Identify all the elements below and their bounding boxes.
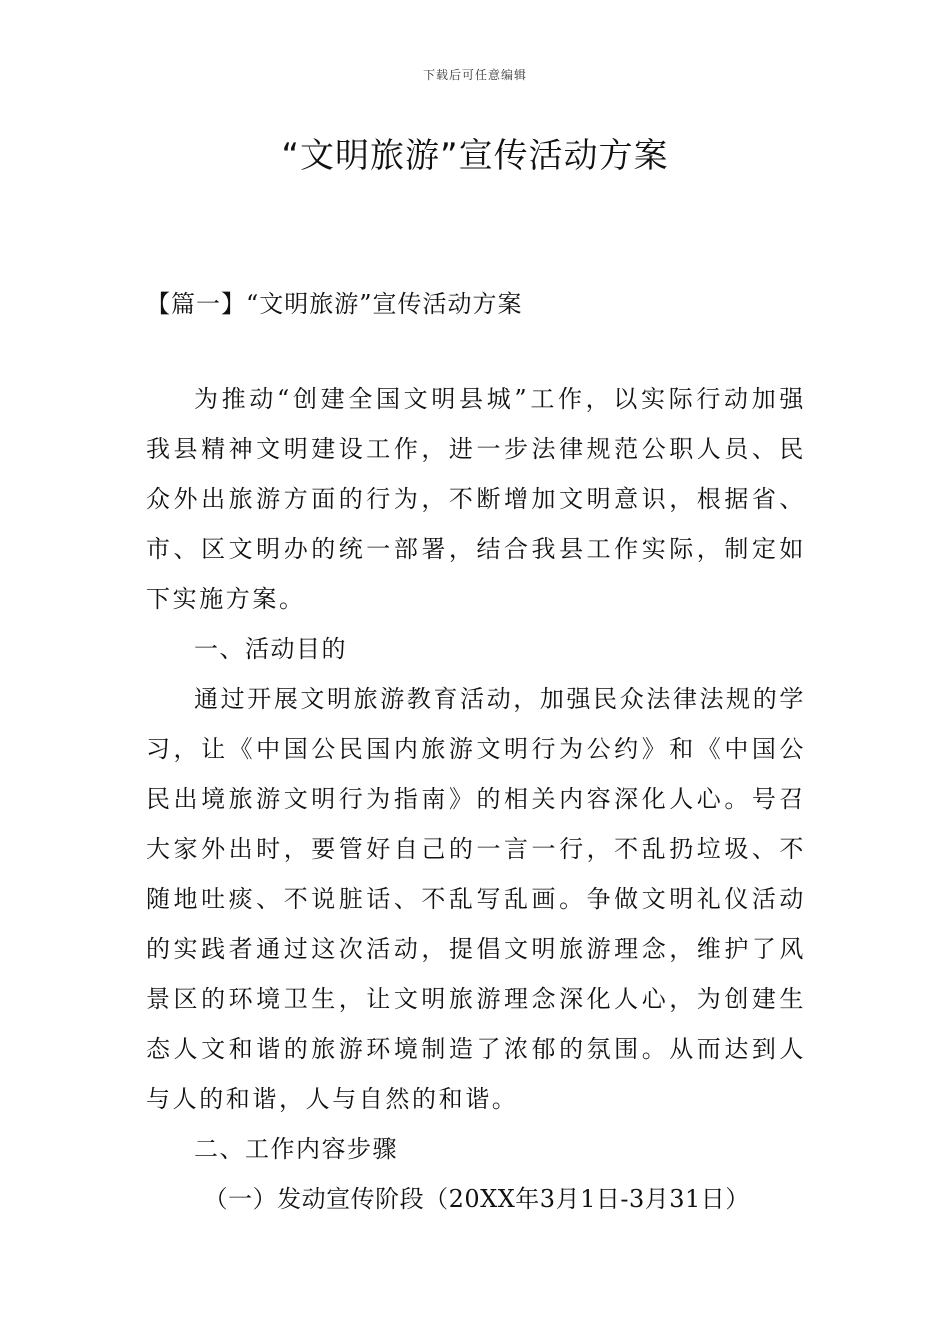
document-title: “文明旅游”宣传活动方案 bbox=[281, 136, 669, 176]
section-heading: 【篇一】“文明旅游”宣传活动方案 bbox=[146, 290, 523, 318]
heading-activity-purpose: 一、活动目的 bbox=[194, 635, 347, 663]
stage-one-heading: （一）发动宣传阶段（20XX年3月1日-3月31日） bbox=[203, 1185, 750, 1213]
header-note: 下载后可任意编辑 bbox=[422, 68, 527, 82]
document-body bbox=[146, 374, 806, 1224]
intro-paragraph: 为推动“创建全国文明县城”工作，以实际行动加强我县精神文明建设工作，进一步法律规范公职人员、民众外出旅游方面的行为，不断增加文明意识，根据省、市、区文明办的统一部署，结合我县工作实际，制定如下实施方案。 bbox=[146, 385, 806, 613]
heading-work-steps: 二、工作内容步骤 bbox=[194, 1135, 398, 1163]
purpose-paragraph: 通过开展文明旅游教育活动，加强民众法律法规的学习，让《中国公民国内旅游文明行为公约》和《中国公民出境旅游文明行为指南》的相关内容深化人心。号召大家外出时，要管好自己的一言一行，不乱扔垃圾、不随地吐痰、不说脏话、不乱写乱画。争做文明礼仪活动的实践者通过这次活动，提倡文明旅游理念，维护了风景区的环境卫生，让文明旅游理念深化人心，为创建生态人文和谐的旅游环境制造了浓郁的氛围。从而达到人与人的和谐，人与自然的和谐。 bbox=[146, 685, 806, 1113]
